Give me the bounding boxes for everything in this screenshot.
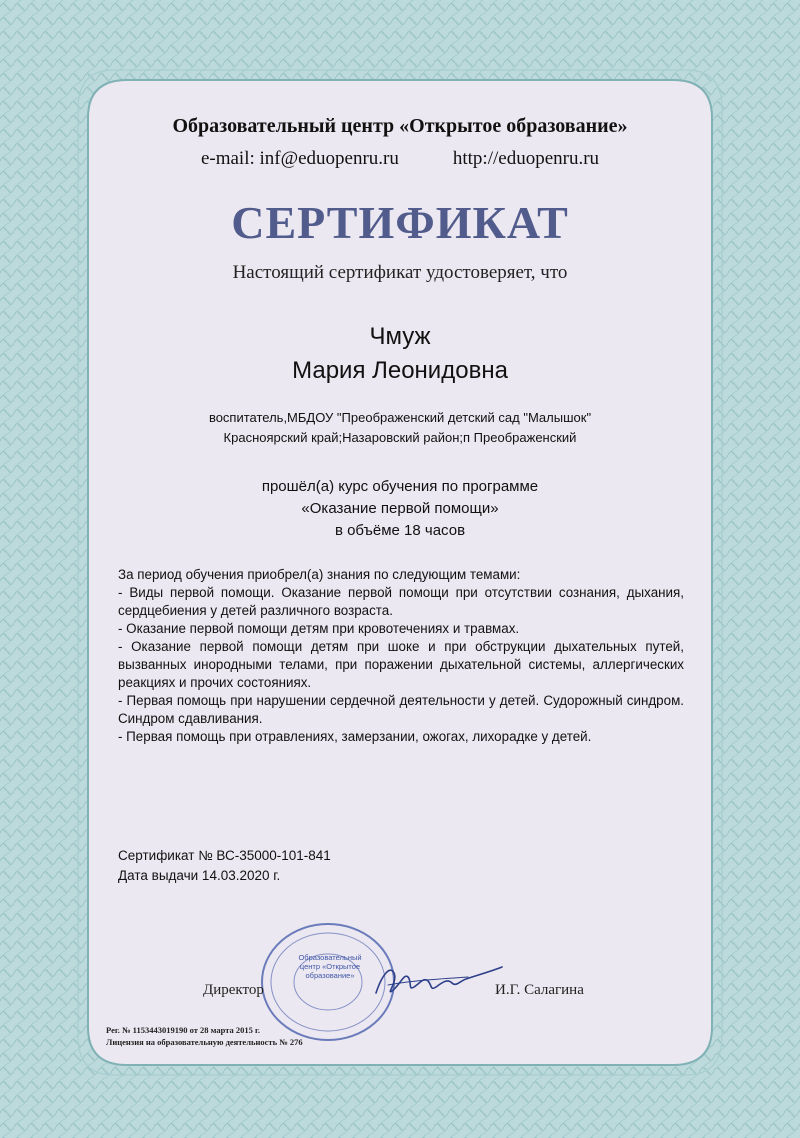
registration-number: Рег. № 1153443019190 от 28 марта 2015 г. — [106, 1025, 261, 1035]
course-volume: в объёме 18 часов — [334, 522, 466, 539]
stamp-text: Образовательный центр «Открытое образование» — [298, 953, 362, 980]
topics-block — [118, 566, 684, 746]
contacts-line — [0, 148, 800, 170]
recipient-name: Мария Леонидовна — [292, 357, 508, 384]
director-name: И.Г. Салагина — [495, 982, 584, 998]
website-text: http://eduopenru.ru — [452, 148, 600, 169]
recipient-region: Красноярский край;Назаровский район;п Преображенский — [223, 430, 577, 445]
topics-intro: За период обучения приобрел(а) знания по следующим темами: — [118, 567, 521, 582]
topic-item: - Первая помощь при отравлениях, замерзании, ожогах, лихорадке у детей. — [118, 729, 592, 744]
director-label: Директор — [203, 982, 264, 998]
issue-date: Дата выдачи 14.03.2020 г. — [118, 868, 281, 883]
email-text: e-mail: inf@eduopenru.ru — [200, 148, 399, 169]
course-intro: прошёл(а) курс обучения по программе — [261, 478, 539, 495]
course-program: «Оказание первой помощи» — [301, 500, 499, 517]
organization-name: Образовательный центр «Открытое образование» — [172, 115, 628, 137]
topic-item: - Оказание первой помощи детям при кровотечениях и травмах. — [118, 621, 520, 636]
certificate-title: СЕРТИФИКАТ — [231, 197, 569, 248]
recipient-surname: Чмуж — [369, 323, 431, 350]
certificate-number: Сертификат № ВС-35000-101-841 — [118, 848, 331, 863]
topic-item: - Виды первой помощи. Оказание первой помощи при отсутствии сознания, дыхания, сердцебиения у детей различного возраста. — [118, 585, 684, 618]
license-number: Лицензия на образовательную деятельность № 276 — [106, 1037, 303, 1047]
topic-item: - Оказание первой помощи детям при шоке и при обструкции дыхательных путей, вызванных инородными телами, при поражении дыхательной системы, аллергических реакциях и прочих состояниях. — [118, 639, 684, 690]
topic-item: - Первая помощь при нарушении сердечной деятельности у детей. Судорожный синдром. Синдром сдавливания. — [118, 693, 684, 726]
recipient-position: воспитатель,МБДОУ "Преображенский детский сад "Малышок" — [208, 410, 592, 425]
director-signature — [368, 955, 508, 1005]
certifies-line: Настоящий сертификат удостоверяет, что — [232, 262, 568, 283]
